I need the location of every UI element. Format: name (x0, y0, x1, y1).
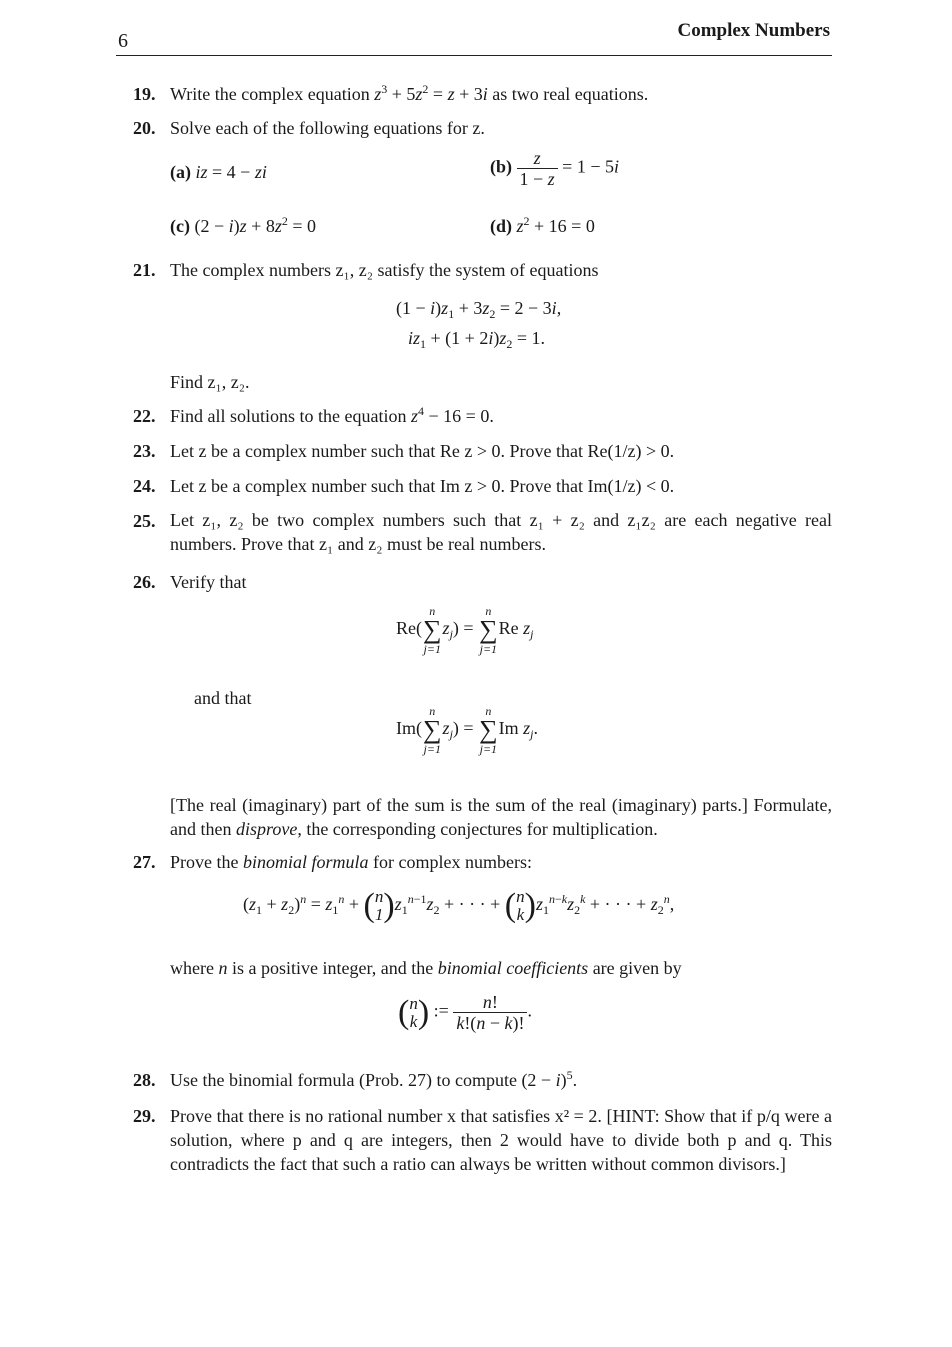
problem-22-text: Find all solutions to the equation $z^4 - 16 = 0$. (170, 404, 494, 426)
problem-20a: (a) iz = 4 − zi (170, 162, 267, 182)
page-number: 6 (118, 30, 128, 52)
problem-28-number: 28. (133, 1070, 156, 1090)
system-equation-1: $(1 - i)z_1 + 3z_2 = 2 - 3i$, (396, 298, 562, 321)
problem-20b: (b) $\frac{z}{1 - z}$ = 1 − 5i (490, 148, 619, 189)
problem-23-number: 23. (133, 441, 156, 461)
binomial-coefficient-definition: ( n k ) := $\frac{n!}{k!(n - k)!}$ . (398, 992, 532, 1033)
problem-19-number: 19. (133, 84, 156, 104)
problem-25-number: 25. (133, 511, 156, 531)
problem-20d: (d) $z^2 + 16 = 0$ (490, 214, 595, 236)
problem-20c: (c) $(2 - i)z + 8z^2 = 0$ (170, 214, 316, 236)
binomial-formula: $(z_1 + z_2)^n = z_1^n$ + ( n 1 )$z_1^{n-1}z_2$ + · · · + ( n k )$z_1^{n-k}z_2^k$ + · · · + $z_2^n$, (243, 887, 675, 924)
problem-22-number: 22. (133, 406, 156, 426)
problem-26-number: 26. (133, 572, 156, 592)
problem-24-text: Let z be a complex number such that Im z > 0. Prove that Im(1/z) < 0. (170, 476, 675, 496)
problem-29-number: 29. (133, 1106, 156, 1126)
equation-22: $z^4 - 16 = 0$ (411, 404, 490, 426)
problem-25-text: Let z₁, z₂ be two complex numbers such that z₁ + z₂ and z₁z₂ are each negative real numbers. Prove that z₁ and z₂ must be real numbers. (170, 510, 832, 554)
problem-21-find: Find z₁, z₂. (170, 372, 250, 392)
problem-21-text: The complex numbers z₁, z₂ satisfy the system of equations (170, 260, 599, 280)
problem-20-text: Solve each of the following equations for z. (170, 118, 485, 138)
problem-19-text: Write the complex equation $z^3 + 5z^2 = z + 3i$ as two real equations. (170, 82, 649, 104)
and-that-text: and that (194, 688, 252, 708)
problem-20-number: 20. (133, 118, 156, 138)
problem-24-number: 24. (133, 476, 156, 496)
problem-29-text: Prove that there is no rational number x that satisfies x² = 2. [HINT: Show that if p/q were a solution, where p and q are integers, then 2 would have to divide both p and q. This contradicts the fact that such a ratio can always be written without common divisors.] (170, 1106, 832, 1174)
imaginary-part-identity: Im( n ∑ j=1 $z_j$) = n ∑ j=1 Im $z_j$. (396, 704, 538, 756)
system-equation-2: $iz_1 + (1 + 2i)z_2 = 1$. (408, 328, 545, 351)
header-rule (116, 55, 832, 56)
problem-27-text: Prove the binomial formula for complex numbers: (170, 852, 532, 872)
running-title: Complex Numbers (677, 20, 830, 41)
problem-26-note: [The real (imaginary) part of the sum is the sum of the real (imaginary) parts.] Formulate, and then disprove, the corresponding conjectures for multiplication. (170, 795, 832, 839)
real-part-identity: Re( n ∑ j=1 $z_j$) = n ∑ j=1 Re $z_j$ (396, 604, 534, 656)
equation-19: $z^3 + 5z^2 = z + 3i$ (374, 82, 488, 104)
problem-27-where: where n is a positive integer, and the binomial coefficients are given by (170, 958, 682, 978)
problem-27-number: 27. (133, 852, 156, 872)
problem-26-text: Verify that (170, 572, 247, 592)
problem-23-text: Let z be a complex number such that Re z > 0. Prove that Re(1/z) > 0. (170, 441, 675, 461)
expression-28: $(2 - i)^5$ (521, 1068, 573, 1090)
problem-28-text: Use the binomial formula (Prob. 27) to compute $(2 - i)^5$. (170, 1068, 578, 1090)
problem-21-number: 21. (133, 260, 156, 280)
